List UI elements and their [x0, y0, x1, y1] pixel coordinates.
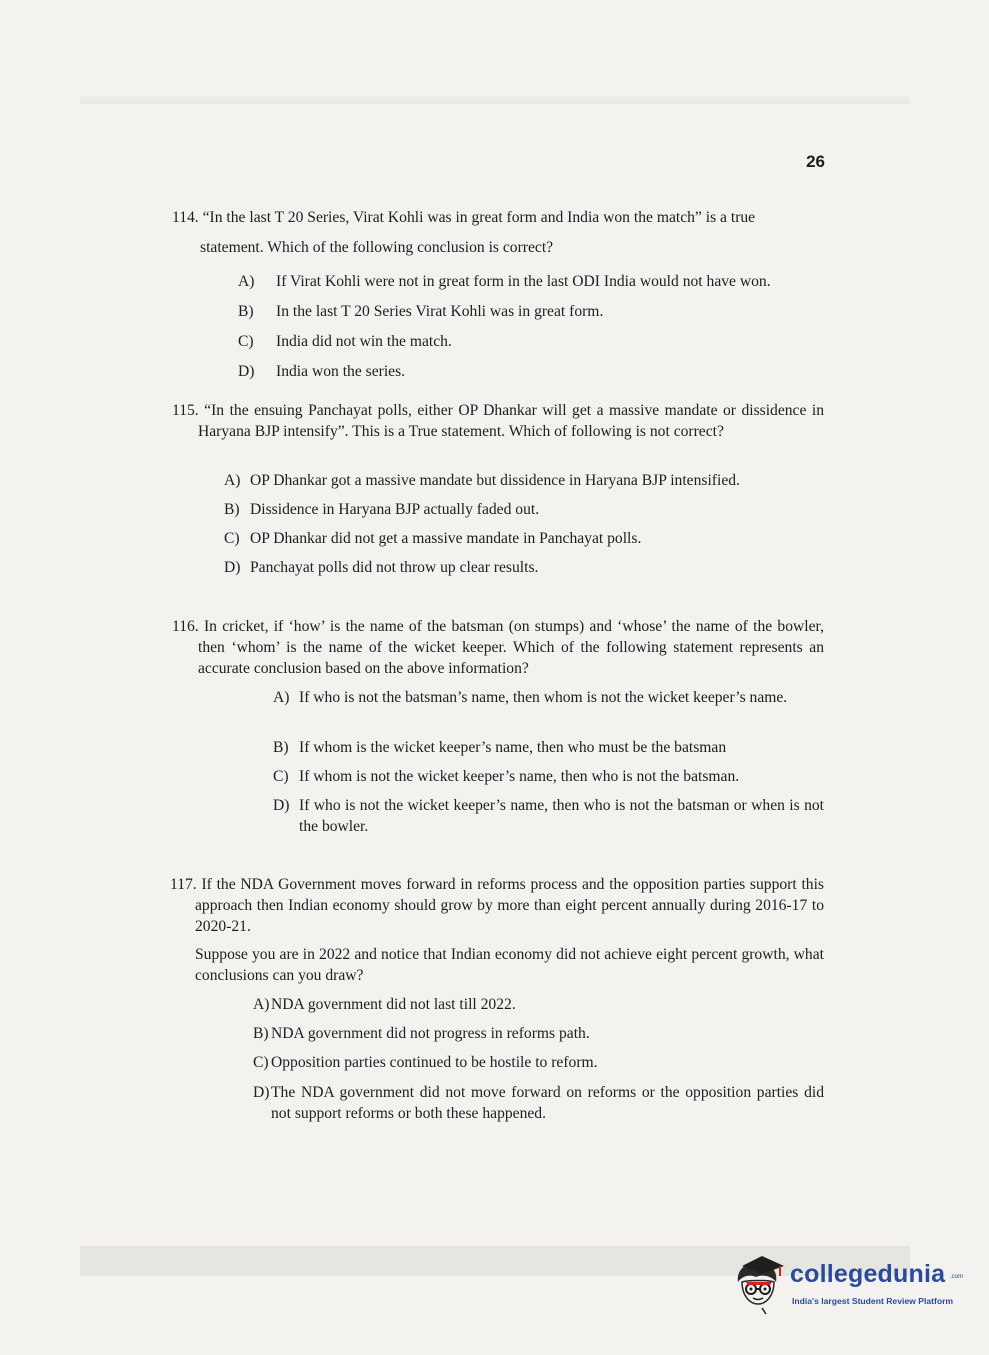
question-117-scenario: Suppose you are in 2022 and notice that Indian economy did not achieve eight percent growth, what conclusions can you draw?	[195, 946, 824, 984]
option-114-d	[238, 361, 828, 382]
question-stem: 115. “In the ensuing Panchayat polls, either OP Dhankar will get a massive mandate or dissidence in Haryana BJP intensify”. This is a True statement. Which of following is not correct?	[172, 402, 824, 440]
option-115-a	[224, 470, 824, 491]
question-115	[172, 400, 824, 442]
page-number: 26	[806, 152, 825, 171]
option-116-a	[273, 687, 824, 729]
question-stem: 117. If the NDA Government moves forward in reforms process and the opposition parties support this approach then Indian economy should grow by more than eight percent annually during 2016-17 to 2020-21.	[170, 876, 824, 935]
option-letter: D)	[224, 559, 241, 576]
option-text: If who is not the wicket keeper’s name, then who is not the batsman or when is not the bowler.	[299, 797, 824, 835]
option-116-d	[273, 795, 824, 837]
option-text: India did not win the match.	[276, 333, 452, 350]
option-text: OP Dhankar got a massive mandate but dissidence in Haryana BJP intensified.	[250, 472, 740, 489]
option-letter: A)	[273, 689, 290, 706]
option-text: If whom is not the wicket keeper’s name, then who is not the batsman.	[299, 768, 740, 785]
option-114-a	[238, 271, 828, 292]
option-text: The NDA government did not move forward on reforms or the opposition parties did not support reforms or both these happened.	[271, 1084, 824, 1122]
option-114-b	[238, 301, 828, 322]
option-115-d	[224, 557, 824, 578]
question-stem-line: statement. Which of the following conclusion is correct?	[200, 239, 554, 256]
logo-wordmark: collegedunia	[790, 1260, 946, 1288]
option-letter: A)	[224, 472, 241, 489]
option-letter: B)	[238, 303, 254, 320]
logo-tagline: India's largest Student Review Platform	[792, 1296, 954, 1306]
option-text: Opposition parties continued to be hostile to reform.	[271, 1054, 598, 1071]
option-116-b	[273, 737, 824, 758]
option-letter: B)	[273, 739, 289, 756]
option-text: In the last T 20 Series Virat Kohli was in great form.	[276, 303, 604, 320]
option-text: NDA government did not last till 2022.	[271, 996, 516, 1013]
option-text: India won the series.	[276, 363, 406, 380]
graduate-mascot-icon	[732, 1252, 790, 1316]
option-117-a	[253, 994, 824, 1015]
option-text: NDA government did not progress in reforms path.	[271, 1025, 590, 1042]
option-117-b	[253, 1023, 824, 1044]
question-116	[172, 616, 824, 679]
scan-edge-top	[80, 96, 910, 104]
question-stem-line: 114. “In the last T 20 Series, Virat Kohli was in great form and India won the match” is a true	[172, 209, 756, 226]
option-117-d	[253, 1082, 824, 1124]
option-letter: A)	[253, 996, 270, 1013]
option-text: If whom is the wicket keeper’s name, then who must be the batsman	[299, 739, 727, 756]
option-text: Dissidence in Haryana BJP actually faded out.	[250, 501, 540, 518]
option-letter: C)	[253, 1054, 269, 1071]
option-text: If who is not the batsman’s name, then whom is not the wicket keeper’s name.	[299, 689, 788, 706]
option-letter: D)	[253, 1084, 270, 1101]
option-letter: D)	[238, 363, 255, 380]
option-letter: B)	[253, 1025, 269, 1042]
option-letter: D)	[273, 797, 290, 814]
option-115-b	[224, 499, 824, 520]
collegedunia-logo[interactable]	[732, 1252, 964, 1316]
option-letter: B)	[224, 501, 240, 518]
question-117	[170, 874, 824, 937]
logo-domain-suffix: .com	[950, 1274, 964, 1280]
option-letter: A)	[238, 273, 255, 290]
option-text: OP Dhankar did not get a massive mandate in Panchayat polls.	[250, 530, 642, 547]
question-stem: 116. In cricket, if ‘how’ is the name of the batsman (on stumps) and ‘whose’ the name of the bowler, then ‘whom’ is the name of the wicket keeper. Which of the following statement represents an accurate conclusion based on the above information?	[172, 618, 824, 677]
option-letter: C)	[273, 768, 289, 785]
option-116-c	[273, 766, 824, 787]
option-text: If Virat Kohli were not in great form in the last ODI India would not have won.	[276, 273, 771, 290]
option-114-c	[238, 331, 828, 352]
option-text: Panchayat polls did not throw up clear results.	[250, 559, 539, 576]
option-117-c	[253, 1052, 824, 1073]
option-115-c	[224, 528, 824, 549]
option-letter: C)	[224, 530, 240, 547]
question-114	[172, 207, 824, 228]
option-letter: C)	[238, 333, 254, 350]
